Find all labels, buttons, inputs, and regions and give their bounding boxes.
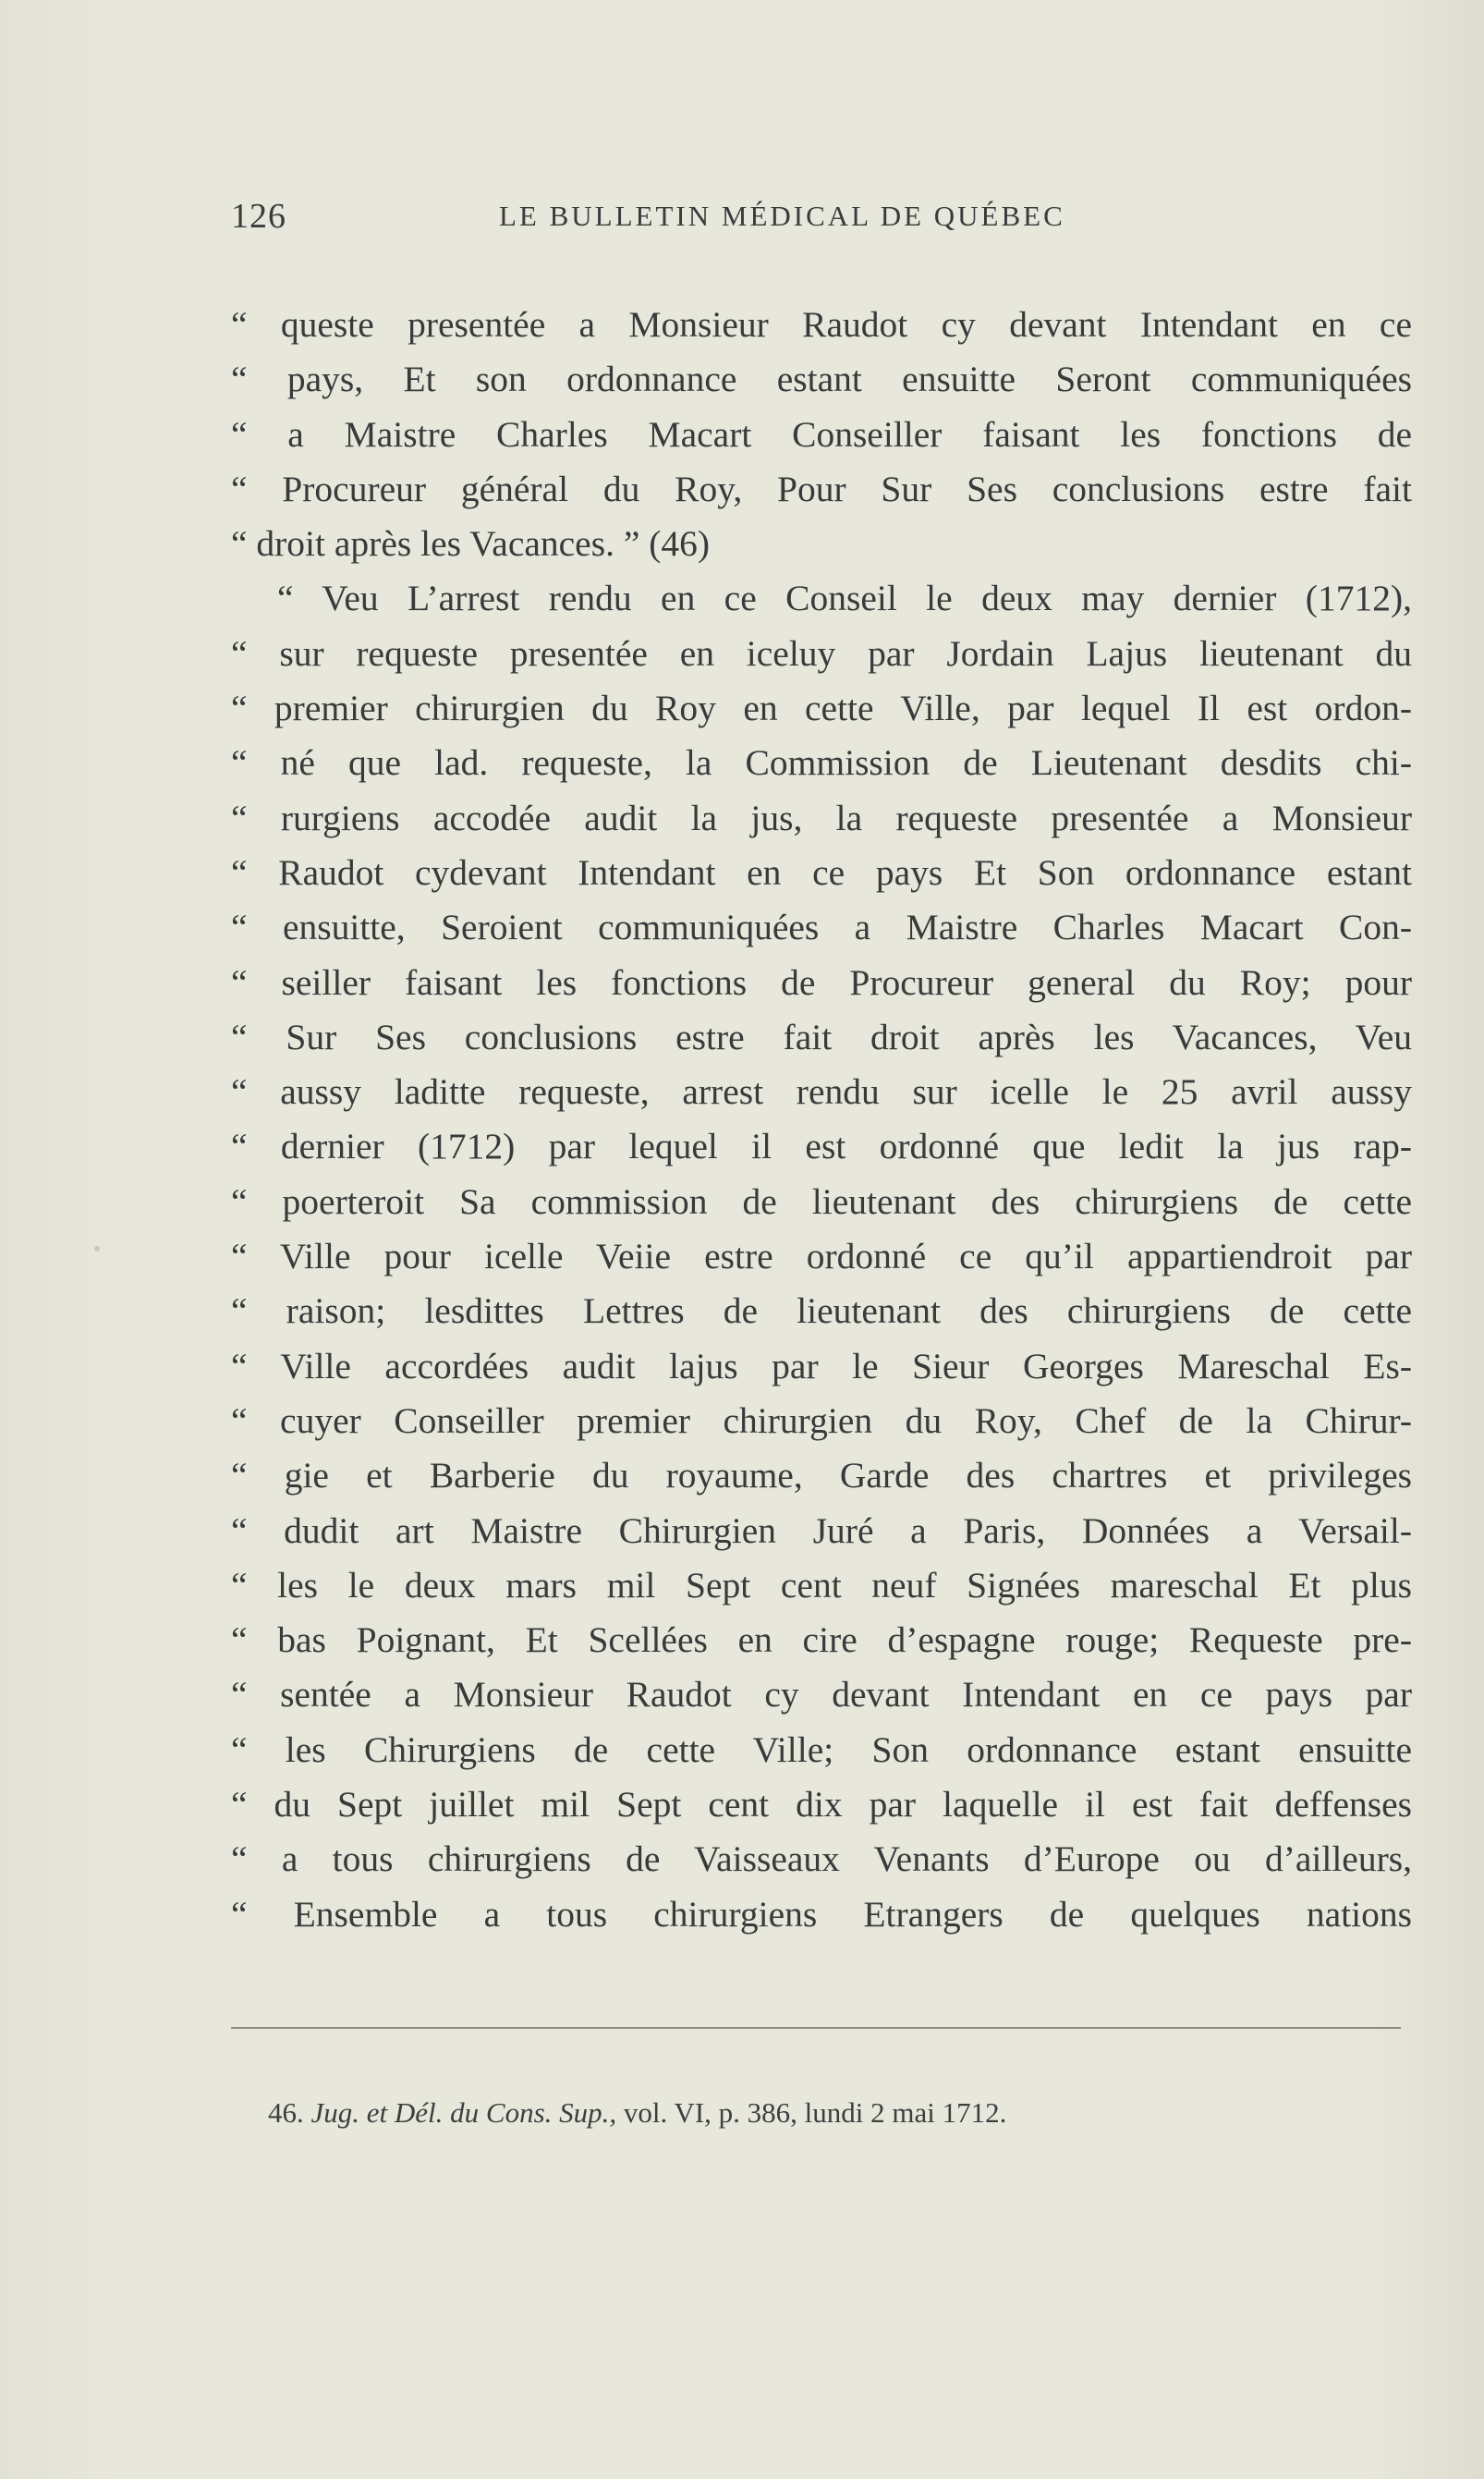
text-line: “ gie et Barberie du royaume, Garde des chartres et privileges — [231, 1455, 1412, 1496]
text-line: “ Raudot cydevant Intendant en ce pays Et Son ordonnance estant — [231, 851, 1412, 893]
body-text — [231, 298, 1412, 1942]
text-line: “ sentée a Monsieur Raudot cy devant Intendant en ce pays par — [231, 1674, 1412, 1716]
text-line: “ premier chirurgien du Roy en cette Ville, par lequel Il est ordon- — [231, 688, 1412, 729]
text-line: “ sur requeste presentée en iceluy par Jordain Lajus lieutenant du — [231, 632, 1412, 674]
footnote-divider — [231, 2027, 1401, 2029]
text-line: “ Veu L’arrest rendu en ce Conseil le deux may dernier (1712), — [277, 578, 1412, 619]
text-line: “ Procureur général du Roy, Pour Sur Ses conclusions estre fait — [231, 468, 1412, 509]
text-line: “ poerteroit Sa commission de lieutenant des chirurgiens de cette — [231, 1180, 1412, 1222]
text-line: “ Ville accordées audit lajus par le Sieur Georges Mareschal Es- — [231, 1345, 1412, 1386]
text-line: “ aussy laditte requeste, arrest rendu sur icelle le 25 avril aussy — [231, 1071, 1412, 1113]
text-line: “ né que lad. requeste, la Commission de Lieutenant desdits chi- — [231, 742, 1412, 784]
text-line: “ seiller faisant les fonctions de Procureur general du Roy; pour — [231, 961, 1412, 1003]
text-line: “ droit après les Vacances. ” (46) — [231, 523, 711, 565]
text-line: “ les le deux mars mil Sept cent neuf Signées mareschal Et plus — [231, 1564, 1412, 1606]
footnote-citation: vol. VI, p. 386, lundi 2 mai 1712. — [623, 2096, 1007, 2129]
text-line: “ cuyer Conseiller premier chirurgien du Roy, Chef de la Chirur- — [231, 1399, 1412, 1441]
footnote-source: Jug. et Dél. du Cons. Sup., — [310, 2096, 617, 2129]
text-line: “ du Sept juillet mil Sept cent dix par laquelle il est fait deffenses — [231, 1784, 1412, 1826]
text-line: “ Ville pour icelle Veiie estre ordonné ce qu’il appartiendroit par — [231, 1236, 1412, 1277]
text-line: “ dudit art Maistre Chirurgien Juré a Paris, Données a Versail- — [231, 1509, 1412, 1551]
text-line: “ ensuitte, Seroient communiquées a Maistre Charles Macart Con- — [231, 907, 1412, 948]
footnote-number: 46. — [268, 2096, 304, 2129]
page-number: 126 — [231, 197, 286, 236]
text-line: “ dernier (1712) par lequel il est ordonné que ledit la jus rap- — [231, 1126, 1412, 1167]
paper-speck — [94, 1246, 100, 1252]
running-head: LE BULLETIN MÉDICAL DE QUÉBEC — [499, 200, 1065, 232]
text-line: “ Ensemble a tous chirurgiens Etrangers de quelques nations — [231, 1893, 1412, 1935]
text-line: “ raison; lesdittes Lettres de lieutenant des chirurgiens de cette — [231, 1290, 1412, 1332]
text-line: “ a tous chirurgiens de Vaisseaux Venants d’Europe ou d’ailleurs, — [231, 1838, 1412, 1880]
text-line: “ Sur Ses conclusions estre fait droit après les Vacances, Veu — [231, 1016, 1412, 1057]
text-line: “ bas Poignant, Et Scellées en cire d’espagne rouge; Requeste pre- — [231, 1619, 1412, 1661]
footnote — [268, 2096, 1006, 2130]
text-line: “ pays, Et son ordonnance estant ensuitte Seront communiquées — [231, 359, 1412, 400]
page-header — [231, 196, 1414, 251]
text-line: “ rurgiens accodée audit la jus, la requeste presentée a Monsieur — [231, 797, 1412, 838]
text-line: “ les Chirurgiens de cette Ville; Son ordonnance estant ensuitte — [231, 1728, 1412, 1770]
text-line: “ queste presentée a Monsieur Raudot cy devant Intendant en ce — [231, 304, 1412, 345]
text-line: “ a Maistre Charles Macart Conseiller faisant les fonctions de — [231, 413, 1412, 455]
